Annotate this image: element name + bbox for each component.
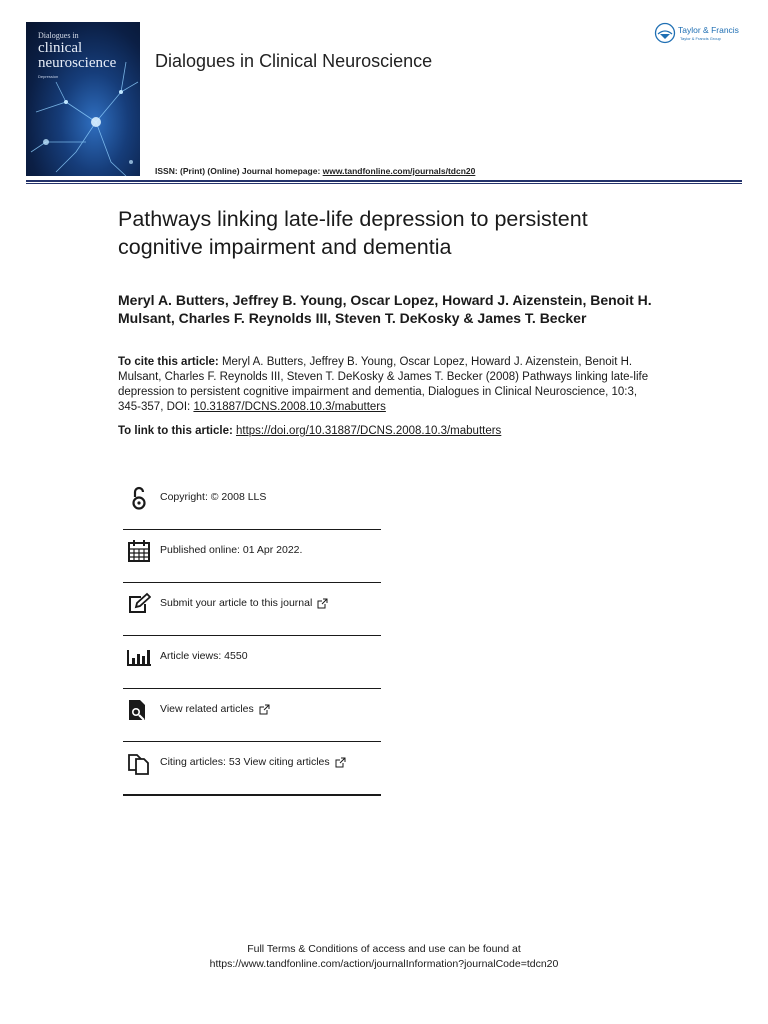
journal-cover <box>26 22 140 176</box>
header-divider-thin <box>26 183 742 184</box>
info-row-views <box>123 636 381 689</box>
footer-terms-link[interactable]: https://www.tandfonline.com/action/journalInformation?journalCode=tdcn20 <box>209 958 559 970</box>
article-doi-link[interactable]: https://doi.org/10.31887/DCNS.2008.10.3/mabutters <box>236 425 502 437</box>
article-authors: Meryl A. Butters, Jeffrey B. Young, Oscar Lopez, Howard J. Aizenstein, Benoit H. Mulsant, Charles F. Reynolds III, Steven T. DeKosky & James T. Becker <box>118 292 652 326</box>
info-row-published <box>123 530 381 583</box>
footer-line1: Full Terms & Conditions of access and use can be found at <box>247 943 521 955</box>
external-link-icon <box>259 704 270 715</box>
submit-article-link[interactable] <box>160 597 328 609</box>
cover-title-line2: clinical <box>38 40 83 56</box>
submit-article-label: Submit your article to this journal <box>160 597 313 609</box>
cover-title <box>38 32 116 71</box>
copyright-text: Copyright: © 2008 LLS <box>160 491 267 503</box>
bar-chart-icon <box>127 644 151 670</box>
citing-articles-icon <box>127 750 151 776</box>
citation <box>118 355 658 415</box>
citation-doi-link[interactable]: 10.31887/DCNS.2008.10.3/mabutters <box>193 401 386 413</box>
journal-name: Dialogues in Clinical Neuroscience <box>155 51 433 71</box>
info-row-submit[interactable] <box>123 583 381 636</box>
citation-text: Meryl A. Butters, Jeffrey B. Young, Oscar Lopez, Howard J. Aizenstein, Benoit H. Mulsant, Charles F. Reynolds III, Steven T. DeKosky & James T. Becker (2008) Pathways linking late-life depression to persistent cognitive impairment and dementia, Dialogues in Clinical Neuroscience, 10:3, 345-357, DOI: <box>118 356 649 413</box>
search-document-icon <box>127 697 151 723</box>
article-link <box>118 424 678 439</box>
cover-subtitle: Depression <box>38 74 59 79</box>
external-link-icon <box>317 598 328 609</box>
footer <box>0 942 768 972</box>
publisher-name: Taylor & Francis <box>678 25 739 35</box>
issn-line <box>155 166 475 176</box>
taylor-francis-logo-icon <box>654 22 676 44</box>
citation-label: To cite this article: <box>118 356 219 368</box>
article-link-label: To link to this article: <box>118 425 236 437</box>
edit-icon <box>127 591 151 617</box>
cover-title-line3: neuroscience <box>38 55 117 71</box>
article-info-list <box>123 477 381 796</box>
publisher-subname: Taylor & Francis Group <box>680 36 721 41</box>
related-articles-label: View related articles <box>160 703 254 715</box>
published-date-text: Published online: 01 Apr 2022. <box>160 544 303 556</box>
citing-articles-link[interactable] <box>160 756 346 768</box>
article-views-text: Article views: 4550 <box>160 650 248 662</box>
info-row-related[interactable] <box>123 689 381 742</box>
info-row-citing[interactable] <box>123 742 381 796</box>
info-row-copyright <box>123 477 381 530</box>
cover-title-line1: Dialogues in <box>38 31 79 40</box>
open-access-icon <box>127 485 151 511</box>
journal-homepage-link[interactable]: www.tandfonline.com/journals/tdcn20 <box>322 166 476 176</box>
calendar-icon <box>127 538 151 564</box>
external-link-icon <box>335 757 346 768</box>
issn-label: ISSN: (Print) (Online) Journal homepage: <box>155 166 323 176</box>
article-title: Pathways linking late-life depression to persistent cognitive impairment and dementia <box>118 207 588 259</box>
view-related-articles-link[interactable] <box>160 703 270 715</box>
citing-articles-label: Citing articles: 53 View citing articles <box>160 756 330 768</box>
header-divider <box>26 180 742 182</box>
